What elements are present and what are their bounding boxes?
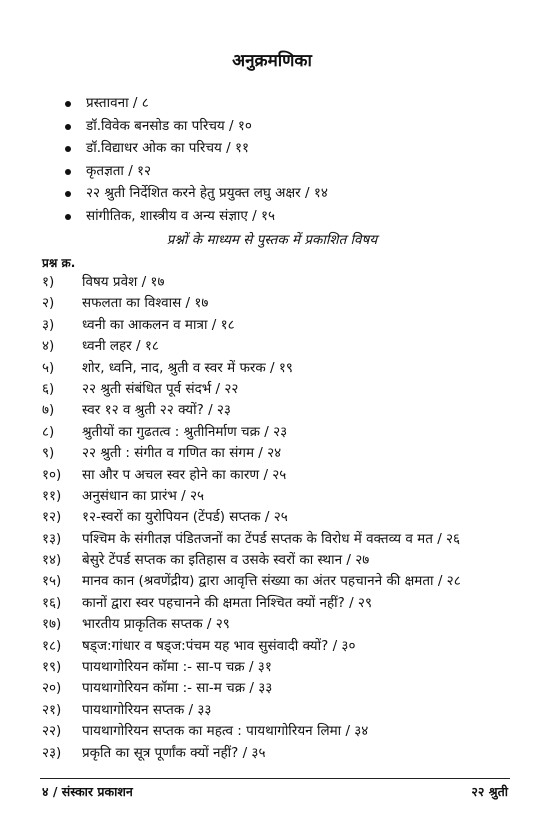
item-text: पश्चिम के संगीतज्ञ पंडितजनों का टेंपर्ड सप्तक के विरोध में वक्तव्य व मत / २६ (82, 530, 461, 547)
item-number: २१) (42, 701, 62, 718)
item-number: २०) (42, 680, 62, 697)
list-item (42, 486, 461, 507)
item-number: १०) (42, 466, 62, 483)
item-text: विषय प्रवेश / १७ (82, 274, 165, 290)
item-number: १७) (42, 616, 62, 633)
list-item (42, 657, 461, 678)
item-text: स्वर १२ व श्रुती २२ क्यों? / २३ (82, 402, 231, 419)
item-text: मानव कान (श्रवणेंद्रीय) द्वारा आवृत्ति संख्या का अंतर पहचानने की क्षमता / २८ (82, 573, 461, 590)
page-title: अनुक्रमणिका (232, 51, 312, 71)
question-list (42, 272, 461, 764)
list-item (42, 700, 461, 721)
list-item (42, 636, 461, 657)
bullet-item (62, 115, 328, 138)
list-item (42, 614, 461, 635)
bullet-icon (65, 191, 71, 197)
bullet-text: कृतज्ञता / १२ (86, 162, 152, 179)
item-number: २) (42, 295, 55, 312)
item-text: षड्ज:गांधार व षड्ज:पंचम यह भाव सुसंवादी क्यों? / ३० (82, 637, 356, 654)
item-text: पायथागोरियन कॉमा :- सा-म चक्र / ३३ (82, 680, 273, 697)
list-item (42, 272, 461, 293)
bullet-icon (65, 214, 71, 220)
item-text: ध्वनी का आकलन व मात्रा / १८ (82, 316, 235, 333)
item-text: पायथागोरियन कॉमा :- सा-प चक्र / ३१ (82, 659, 272, 676)
item-number: १९) (42, 659, 62, 676)
list-item (42, 315, 461, 336)
list-item (42, 443, 461, 464)
bullet-text: डॉ.विवेक बनसोड का परिचय / १० (86, 117, 252, 134)
bullet-text: डॉ.विद्याधर ओक का परिचय / ११ (86, 140, 250, 157)
list-item (42, 550, 461, 571)
list-item (42, 743, 461, 764)
item-number: ५) (42, 359, 55, 376)
list-item (42, 293, 461, 314)
item-number: ११) (42, 487, 62, 504)
bullet-item (62, 137, 328, 160)
bullet-icon (65, 124, 71, 130)
item-number: ७) (42, 402, 55, 419)
bullet-icon (65, 169, 71, 175)
list-item (42, 336, 461, 357)
list-item (42, 422, 461, 443)
item-number: ६) (42, 380, 55, 397)
footer-book-title: २२ श्रुती (471, 784, 508, 799)
list-item (42, 593, 461, 614)
list-item (42, 465, 461, 486)
list-item (42, 529, 461, 550)
item-number: १४) (42, 552, 62, 569)
item-text: ध्वनी लहर / १८ (82, 338, 159, 355)
item-number: १६) (42, 594, 62, 611)
item-text: श्रुतीयों का गुढतत्व : श्रुतीनिर्माण चक्र / २३ (82, 423, 288, 440)
item-number: १) (42, 274, 55, 290)
bullet-icon (65, 146, 71, 152)
bullet-text: २२ श्रुती निर्देशित करने हेतु प्रयुक्त लघु अक्षर / १४ (86, 185, 328, 202)
section-subtitle: प्रश्नों के माध्यम से पुस्तक में प्रकाशित विषय (166, 232, 378, 248)
item-text: पायथागोरियन सप्तक / ३३ (82, 701, 212, 718)
item-text: कानों द्वारा स्वर पहचानने की क्षमता निश्चित क्यों नहीं? / २९ (82, 594, 372, 611)
list-item (42, 507, 461, 528)
item-number: १५) (42, 573, 62, 590)
list-item (42, 571, 461, 592)
bullet-icon (65, 101, 71, 107)
footer-publisher: ४ / संस्कार प्रकाशन (42, 784, 133, 799)
bullet-text: प्रस्तावना / ८ (86, 95, 149, 111)
list-item (42, 358, 461, 379)
item-number: ३) (42, 316, 55, 333)
item-text: २२ श्रुती : संगीत व गणित का संगम / २४ (82, 445, 282, 462)
bullet-text: सांगीतिक, शास्त्रीय व अन्य संज्ञाए / १५ (86, 207, 275, 224)
item-number: ८) (42, 423, 55, 440)
footer-divider (40, 778, 510, 779)
item-number: १३) (42, 530, 62, 547)
item-text: बेसुरे टेंपर्ड सप्तक का इतिहास व उसके स्वरों का स्थान / २७ (82, 552, 370, 569)
item-text: सफलता का विश्वास / १७ (82, 295, 209, 312)
item-number: ९) (42, 445, 55, 462)
item-text: १२-स्वरों का युरोपियन (टेंपर्ड) सप्तक / २५ (82, 509, 288, 526)
item-text: अनुसंधान का प्रारंभ / २५ (82, 487, 205, 504)
list-item (42, 400, 461, 421)
bullet-item (62, 160, 328, 183)
question-number-header: प्रश्न क्र. (42, 256, 76, 270)
item-text: २२ श्रुती संबंधित पूर्व संदर्भ / २२ (82, 380, 239, 397)
item-number: २३) (42, 744, 62, 761)
item-number: १८) (42, 637, 62, 654)
bullet-item (62, 92, 328, 115)
list-item (42, 379, 461, 400)
front-matter-list (62, 92, 328, 228)
item-number: २२) (42, 723, 62, 740)
item-text: प्रकृति का सूत्र पूर्णांक क्यों नहीं? / ३५ (82, 744, 266, 761)
item-text: भारतीय प्राकृतिक सप्तक / २९ (82, 616, 230, 633)
list-item (42, 721, 461, 742)
item-number: १२) (42, 509, 62, 526)
bullet-item (62, 205, 328, 228)
item-number: ४) (42, 338, 55, 355)
item-text: शोर, ध्वनि, नाद, श्रुती व स्वर में फरक / १९ (82, 359, 293, 376)
item-text: पायथागोरियन सप्तक का महत्व : पायथागोरियन लिमा / ३४ (82, 723, 369, 740)
item-text: सा और प अचल स्वर होने का कारण / २५ (82, 466, 287, 483)
bullet-item (62, 182, 328, 205)
list-item (42, 678, 461, 699)
